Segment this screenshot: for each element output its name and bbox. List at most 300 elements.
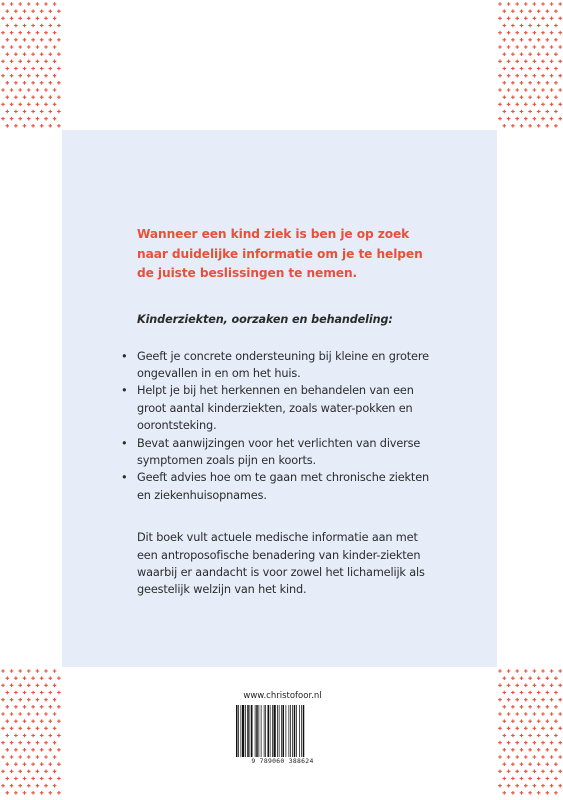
plus-icon: [537, 705, 541, 709]
plus-icon: [528, 95, 532, 99]
plus-icon: [1, 88, 5, 92]
plus-icon: [1, 17, 5, 21]
plus-icon: [511, 95, 515, 99]
plus-icon: [533, 45, 537, 49]
plus-icon: [528, 748, 532, 752]
plus-icon: [44, 60, 48, 64]
plus-icon: [554, 791, 558, 795]
plus-icon: [57, 52, 61, 56]
plus-icon: [503, 9, 507, 13]
plus-icon: [57, 777, 61, 781]
plus-icon: [23, 791, 27, 795]
plus-icon: [27, 755, 31, 759]
plus-icon: [503, 705, 507, 709]
plus-icon: [524, 31, 528, 35]
barcode-bar: [272, 705, 273, 757]
plus-icon: [520, 9, 524, 13]
plus-icon: [23, 110, 27, 114]
plus-icon: [541, 88, 545, 92]
plus-icon: [546, 719, 550, 723]
plus-icon: [503, 110, 507, 114]
plus-icon: [31, 762, 35, 766]
plus-icon: [18, 712, 22, 716]
plus-icon: [31, 24, 35, 28]
lead-paragraph: Wanneer een kind ziek is ben je op zoek naar duidelijke informatie om je te helpen de juiste beslissingen te nemen.: [137, 227, 423, 280]
plus-icon: [31, 124, 35, 128]
plus-icon: [528, 110, 532, 114]
plus-icon: [498, 60, 502, 64]
plus-icon: [520, 705, 524, 709]
plus-icon: [558, 712, 562, 716]
plus-icon: [6, 791, 10, 795]
barcode-bar: [299, 705, 300, 757]
plus-icon: [10, 755, 14, 759]
plus-icon: [27, 103, 31, 107]
plus-icon: [44, 31, 48, 35]
plus-icon: [503, 95, 507, 99]
plus-icon: [503, 691, 507, 695]
plus-icon: [18, 2, 22, 6]
barcode-bar: [245, 705, 246, 757]
plus-icon: [558, 45, 562, 49]
plus-icon: [546, 52, 550, 56]
plus-pattern-bottom-right: [497, 667, 563, 800]
plus-icon: [528, 52, 532, 56]
plus-icon: [36, 103, 40, 107]
plus-icon: [53, 741, 57, 745]
plus-icon: [537, 24, 541, 28]
plus-icon: [57, 762, 61, 766]
plus-icon: [49, 791, 53, 795]
plus-icon: [40, 705, 44, 709]
plus-icon: [524, 45, 528, 49]
plus-icon: [507, 88, 511, 92]
plus-icon: [546, 24, 550, 28]
plus-icon: [498, 31, 502, 35]
plus-icon: [507, 741, 511, 745]
plus-icon: [546, 791, 550, 795]
plus-icon: [40, 691, 44, 695]
plus-icon: [1, 741, 5, 745]
bullet-icon: •: [121, 349, 128, 363]
plus-icon: [554, 124, 558, 128]
plus-icon: [27, 45, 31, 49]
plus-icon: [10, 103, 14, 107]
plus-icon: [10, 727, 14, 731]
plus-icon: [554, 67, 558, 71]
barcode-bar: [296, 705, 297, 757]
plus-icon: [554, 24, 558, 28]
plus-icon: [498, 45, 502, 49]
plus-icon: [57, 734, 61, 738]
plus-icon: [520, 791, 524, 795]
plus-icon: [554, 734, 558, 738]
barcode-bar: [281, 705, 282, 757]
plus-icon: [533, 770, 537, 774]
plus-icon: [36, 698, 40, 702]
plus-icon: [520, 734, 524, 738]
plus-icon: [27, 684, 31, 688]
plus-icon: [36, 2, 40, 6]
plus-icon: [503, 748, 507, 752]
plus-icon: [36, 727, 40, 731]
plus-icon: [533, 698, 537, 702]
plus-icon: [27, 741, 31, 745]
plus-icon: [528, 81, 532, 85]
barcode-bar: [292, 705, 293, 757]
plus-icon: [14, 719, 18, 723]
plus-icon: [14, 762, 18, 766]
plus-icon: [515, 684, 519, 688]
plus-icon: [10, 698, 14, 702]
plus-pattern-bottom-left: [0, 667, 62, 800]
plus-icon: [546, 734, 550, 738]
plus-icon: [511, 24, 515, 28]
plus-pattern-top-right: [497, 0, 563, 132]
barcode-bar: [289, 705, 290, 757]
plus-icon: [27, 784, 31, 788]
plus-icon: [537, 38, 541, 42]
bullet-icon: •: [121, 471, 128, 485]
plus-icon: [503, 762, 507, 766]
plus-icon: [520, 124, 524, 128]
plus-icon: [507, 31, 511, 35]
plus-icon: [44, 784, 48, 788]
plus-icon: [533, 60, 537, 64]
plus-icon: [10, 88, 14, 92]
plus-icon: [49, 95, 53, 99]
plus-icon: [546, 81, 550, 85]
plus-icon: [18, 88, 22, 92]
plus-icon: [10, 784, 14, 788]
list-item: • Geeft advies hoe om te gaan met chronische ziekten en ziekenhuisopnames.: [121, 471, 430, 502]
plus-icon: [27, 117, 31, 121]
plus-icon: [554, 38, 558, 42]
plus-icon: [528, 9, 532, 13]
plus-icon: [515, 712, 519, 716]
plus-icon: [14, 24, 18, 28]
plus-icon: [18, 17, 22, 21]
plus-icon: [1, 669, 5, 673]
plus-icon: [541, 698, 545, 702]
plus-icon: [14, 110, 18, 114]
plus-icon: [511, 38, 515, 42]
bullet-icon: •: [121, 384, 128, 398]
plus-icon: [511, 676, 515, 680]
plus-icon: [515, 741, 519, 745]
plus-icon: [23, 691, 27, 695]
plus-icon: [520, 748, 524, 752]
plus-icon: [533, 88, 537, 92]
plus-icon: [546, 38, 550, 42]
plus-icon: [554, 748, 558, 752]
plus-icon: [49, 777, 53, 781]
plus-icon: [507, 727, 511, 731]
plus-icon: [520, 110, 524, 114]
plus-icon: [511, 9, 515, 13]
plus-icon: [541, 712, 545, 716]
plus-icon: [6, 777, 10, 781]
plus-icon: [23, 705, 27, 709]
plus-icon: [533, 2, 537, 6]
plus-icon: [57, 719, 61, 723]
plus-icon: [533, 784, 537, 788]
plus-icon: [511, 52, 515, 56]
plus-icon: [515, 74, 519, 78]
plus-icon: [49, 676, 53, 680]
plus-icon: [524, 727, 528, 731]
plus-icon: [53, 712, 57, 716]
plus-icon: [18, 755, 22, 759]
barcode-bar: [279, 705, 280, 757]
plus-icon: [503, 791, 507, 795]
plus-icon: [503, 124, 507, 128]
plus-icon: [49, 24, 53, 28]
plus-icon: [10, 669, 14, 673]
plus-icon: [498, 74, 502, 78]
plus-icon: [36, 684, 40, 688]
plus-icon: [541, 755, 545, 759]
barcode-bar: [274, 705, 276, 757]
plus-icon: [507, 784, 511, 788]
bullet-icon: •: [121, 436, 128, 450]
plus-icon: [40, 67, 44, 71]
barcode-bar: [242, 705, 244, 757]
plus-icon: [40, 52, 44, 56]
plus-icon: [511, 67, 515, 71]
plus-icon: [511, 777, 515, 781]
plus-icon: [507, 698, 511, 702]
plus-icon: [44, 17, 48, 21]
plus-icon: [40, 24, 44, 28]
plus-icon: [31, 110, 35, 114]
plus-icon: [53, 669, 57, 673]
barcode-bar: [241, 705, 242, 757]
plus-icon: [550, 727, 554, 731]
plus-icon: [1, 770, 5, 774]
plus-icon: [40, 38, 44, 42]
plus-icon: [18, 31, 22, 35]
plus-icon: [524, 60, 528, 64]
barcode-bar: [250, 705, 251, 757]
plus-icon: [554, 719, 558, 723]
plus-icon: [44, 2, 48, 6]
plus-icon: [533, 669, 537, 673]
plus-icon: [524, 784, 528, 788]
plus-icon: [10, 31, 14, 35]
plus-pattern-svg: [497, 667, 563, 800]
plus-icon: [53, 784, 57, 788]
plus-icon: [36, 712, 40, 716]
plus-icon: [528, 777, 532, 781]
barcode-bar: [270, 705, 271, 757]
plus-icon: [53, 2, 57, 6]
plus-icon: [498, 88, 502, 92]
plus-icon: [541, 2, 545, 6]
plus-icon: [1, 727, 5, 731]
plus-icon: [10, 117, 14, 121]
plus-icon: [537, 691, 541, 695]
plus-icon: [498, 784, 502, 788]
plus-icon: [554, 762, 558, 766]
plus-icon: [558, 17, 562, 21]
plus-icon: [6, 734, 10, 738]
plus-icon: [524, 669, 528, 673]
plus-icon: [537, 9, 541, 13]
plus-icon: [31, 748, 35, 752]
plus-icon: [6, 9, 10, 13]
barcode-bar: [294, 705, 296, 757]
back-cover-text: [121, 225, 437, 599]
plus-icon: [511, 762, 515, 766]
plus-icon: [49, 705, 53, 709]
barcode-bar: [256, 705, 258, 757]
plus-icon: [23, 9, 27, 13]
plus-icon: [6, 748, 10, 752]
plus-icon: [36, 31, 40, 35]
barcode-bar: [238, 705, 239, 757]
barcode-bar: [283, 705, 285, 757]
barcode-bar: [236, 705, 238, 757]
plus-icon: [503, 38, 507, 42]
plus-icon: [541, 103, 545, 107]
plus-icon: [10, 45, 14, 49]
plus-icon: [36, 60, 40, 64]
plus-icon: [36, 17, 40, 21]
plus-icon: [49, 9, 53, 13]
plus-icon: [23, 777, 27, 781]
plus-icon: [36, 88, 40, 92]
plus-icon: [23, 24, 27, 28]
plus-icon: [10, 684, 14, 688]
plus-icon: [44, 741, 48, 745]
plus-icon: [520, 81, 524, 85]
barcode-block: [233, 691, 332, 765]
plus-icon: [558, 669, 562, 673]
plus-icon: [27, 88, 31, 92]
plus-icon: [503, 52, 507, 56]
plus-icon: [528, 719, 532, 723]
plus-icon: [57, 124, 61, 128]
plus-icon: [27, 712, 31, 716]
plus-icon: [18, 45, 22, 49]
plus-icon: [498, 741, 502, 745]
isbn-digits: 9 789060 388624: [251, 757, 314, 765]
plus-icon: [40, 734, 44, 738]
plus-icon: [524, 698, 528, 702]
plus-icon: [498, 684, 502, 688]
plus-icon: [57, 9, 61, 13]
plus-icon: [1, 784, 5, 788]
plus-icon: [528, 67, 532, 71]
plus-icon: [498, 669, 502, 673]
plus-icon: [558, 2, 562, 6]
plus-icon: [524, 117, 528, 121]
barcode-bar: [264, 705, 265, 757]
plus-icon: [14, 52, 18, 56]
plus-icon: [40, 748, 44, 752]
plus-icon: [537, 110, 541, 114]
plus-icon: [31, 705, 35, 709]
plus-icon: [44, 669, 48, 673]
plus-icon: [558, 770, 562, 774]
plus-icon: [53, 45, 57, 49]
plus-icon: [36, 45, 40, 49]
plus-icon: [23, 734, 27, 738]
plus-icon: [498, 712, 502, 716]
plus-icon: [554, 110, 558, 114]
plus-icon: [507, 74, 511, 78]
plus-icon: [533, 684, 537, 688]
plus-icon: [503, 67, 507, 71]
plus-icon: [537, 81, 541, 85]
plus-icon: [554, 691, 558, 695]
plus-icon: [27, 669, 31, 673]
plus-icon: [546, 124, 550, 128]
plus-icon: [31, 791, 35, 795]
plus-icon: [507, 712, 511, 716]
plus-icon: [6, 719, 10, 723]
plus-icon: [541, 669, 545, 673]
plus-icon: [503, 719, 507, 723]
barcode-bar: [259, 705, 260, 757]
plus-icon: [40, 95, 44, 99]
plus-icon: [550, 31, 554, 35]
plus-icon: [524, 755, 528, 759]
barcode-bar: [301, 705, 302, 757]
list-item: • Bevat aanwijzingen voor het verlichten van diverse symptomen zoals pijn en koorts.: [121, 436, 421, 467]
plus-icon: [10, 2, 14, 6]
plus-icon: [537, 124, 541, 128]
plus-icon: [6, 691, 10, 695]
plus-icon: [528, 38, 532, 42]
plus-icon: [31, 95, 35, 99]
plus-icon: [31, 9, 35, 13]
plus-icon: [27, 2, 31, 6]
plus-icon: [537, 791, 541, 795]
plus-icon: [524, 74, 528, 78]
plus-icon: [520, 95, 524, 99]
plus-icon: [6, 676, 10, 680]
plus-icon: [511, 748, 515, 752]
plus-icon: [44, 698, 48, 702]
plus-icon: [533, 17, 537, 21]
plus-icon: [53, 103, 57, 107]
plus-icon: [537, 748, 541, 752]
plus-icon: [558, 117, 562, 121]
plus-icon: [10, 74, 14, 78]
feature-list: [121, 348, 437, 505]
plus-icon: [18, 60, 22, 64]
plus-icon: [520, 719, 524, 723]
plus-icon: [14, 691, 18, 695]
plus-icon: [515, 17, 519, 21]
plus-icon: [515, 117, 519, 121]
plus-icon: [515, 60, 519, 64]
plus-icon: [1, 712, 5, 716]
plus-icon: [528, 691, 532, 695]
plus-icon: [507, 770, 511, 774]
plus-icon: [498, 17, 502, 21]
plus-icon: [515, 770, 519, 774]
plus-icon: [524, 103, 528, 107]
plus-icon: [558, 755, 562, 759]
plus-icon: [36, 74, 40, 78]
plus-icon: [44, 755, 48, 759]
plus-icon: [528, 24, 532, 28]
plus-icon: [550, 117, 554, 121]
plus-icon: [524, 17, 528, 21]
